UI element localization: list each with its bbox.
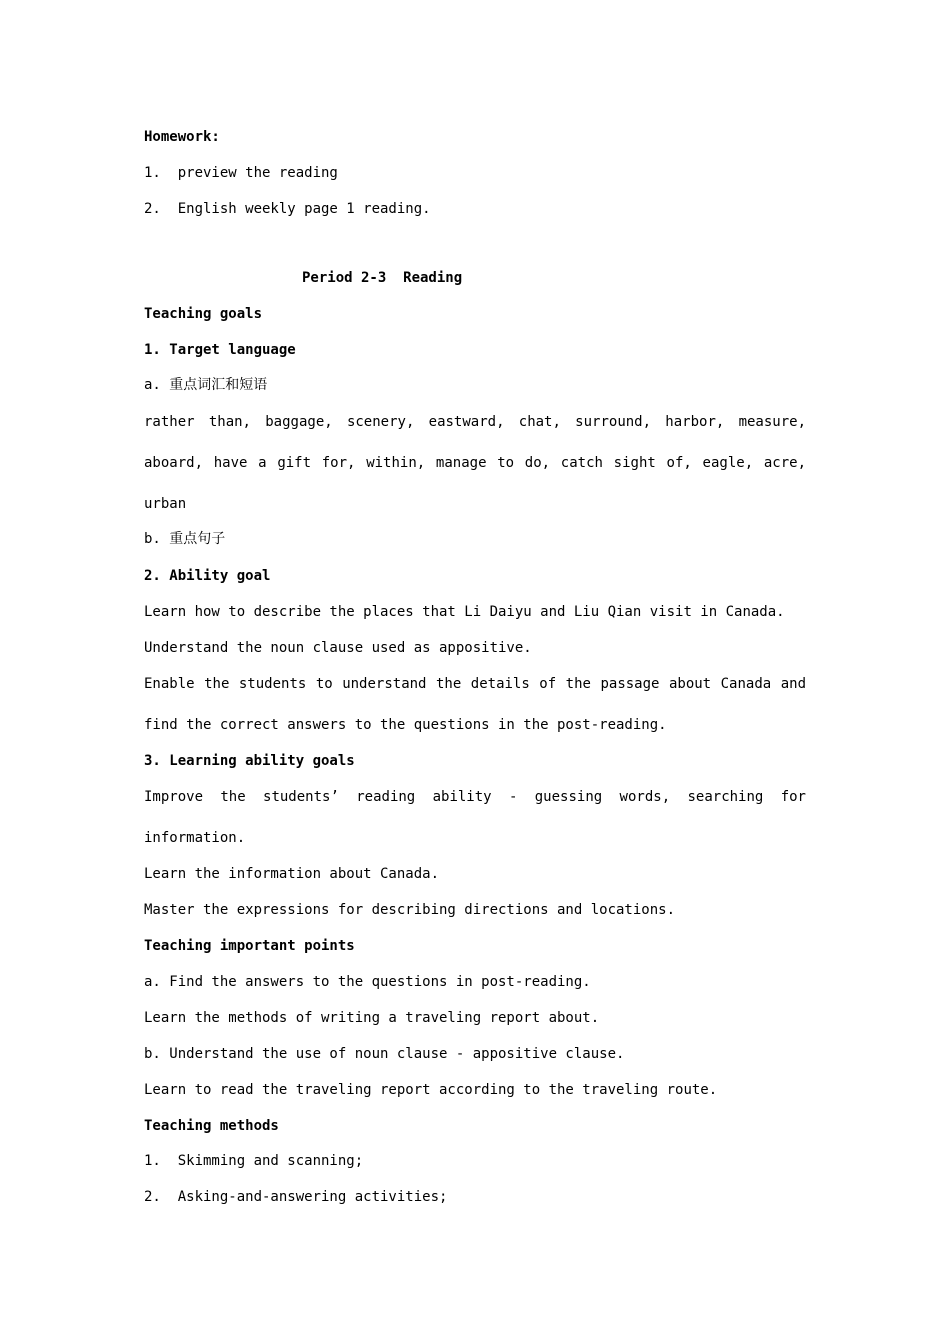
teaching-goals-heading: Teaching goals <box>144 306 263 322</box>
ability-line-3: Enable the students to understand the details of the passage about Canada and <box>144 676 806 692</box>
ability-line-1: Learn how to describe the places that Li Daiyu and Liu Qian visit in Canada. <box>144 604 785 620</box>
learning-line-1: Improve the students’ reading ability - guessing words, searching for <box>144 789 806 805</box>
methods-item-1: 1. Skimming and scanning; <box>144 1153 364 1169</box>
important-line-1: a. Find the answers to the questions in post-reading. <box>144 974 591 990</box>
methods-item-2: 2. Asking-and-answering activities; <box>144 1189 448 1205</box>
methods-heading: Teaching methods <box>144 1118 279 1134</box>
homework-item-2: 2. English weekly page 1 reading. <box>144 201 431 217</box>
learning-line-4: Master the expressions for describing directions and locations. <box>144 902 676 918</box>
ability-goal-heading: 2. Ability goal <box>144 568 271 584</box>
important-line-2: Learn the methods of writing a traveling report about. <box>144 1010 600 1026</box>
vocab-line-3: urban <box>144 496 187 512</box>
ability-line-2: Understand the noun clause used as appositive. <box>144 640 532 656</box>
homework-heading: Homework: <box>144 129 220 145</box>
vocab-line-2: aboard, have a gift for, within, manage to do, catch sight of, eagle, acre, <box>144 455 806 471</box>
learning-line-3: Learn the information about Canada. <box>144 866 440 882</box>
period-title: Period 2-3 Reading <box>302 270 463 286</box>
target-language-heading: 1. Target language <box>144 342 296 358</box>
important-line-3: b. Understand the use of noun clause - appositive clause. <box>144 1046 625 1062</box>
homework-item-1: 1. preview the reading <box>144 165 338 181</box>
learning-line-2: information. <box>144 830 246 846</box>
important-line-4: Learn to read the traveling report according to the traveling route. <box>144 1082 718 1098</box>
vocab-label: a. 重点词汇和短语 <box>144 377 268 393</box>
sentences-label: b. 重点句子 <box>144 531 226 547</box>
learning-ability-heading: 3. Learning ability goals <box>144 753 355 769</box>
important-points-heading: Teaching important points <box>144 938 355 954</box>
vocab-line-1: rather than, baggage, scenery, eastward, chat, surround, harbor, measure, <box>144 414 806 430</box>
ability-line-4: find the correct answers to the questions in the post-reading. <box>144 717 667 733</box>
